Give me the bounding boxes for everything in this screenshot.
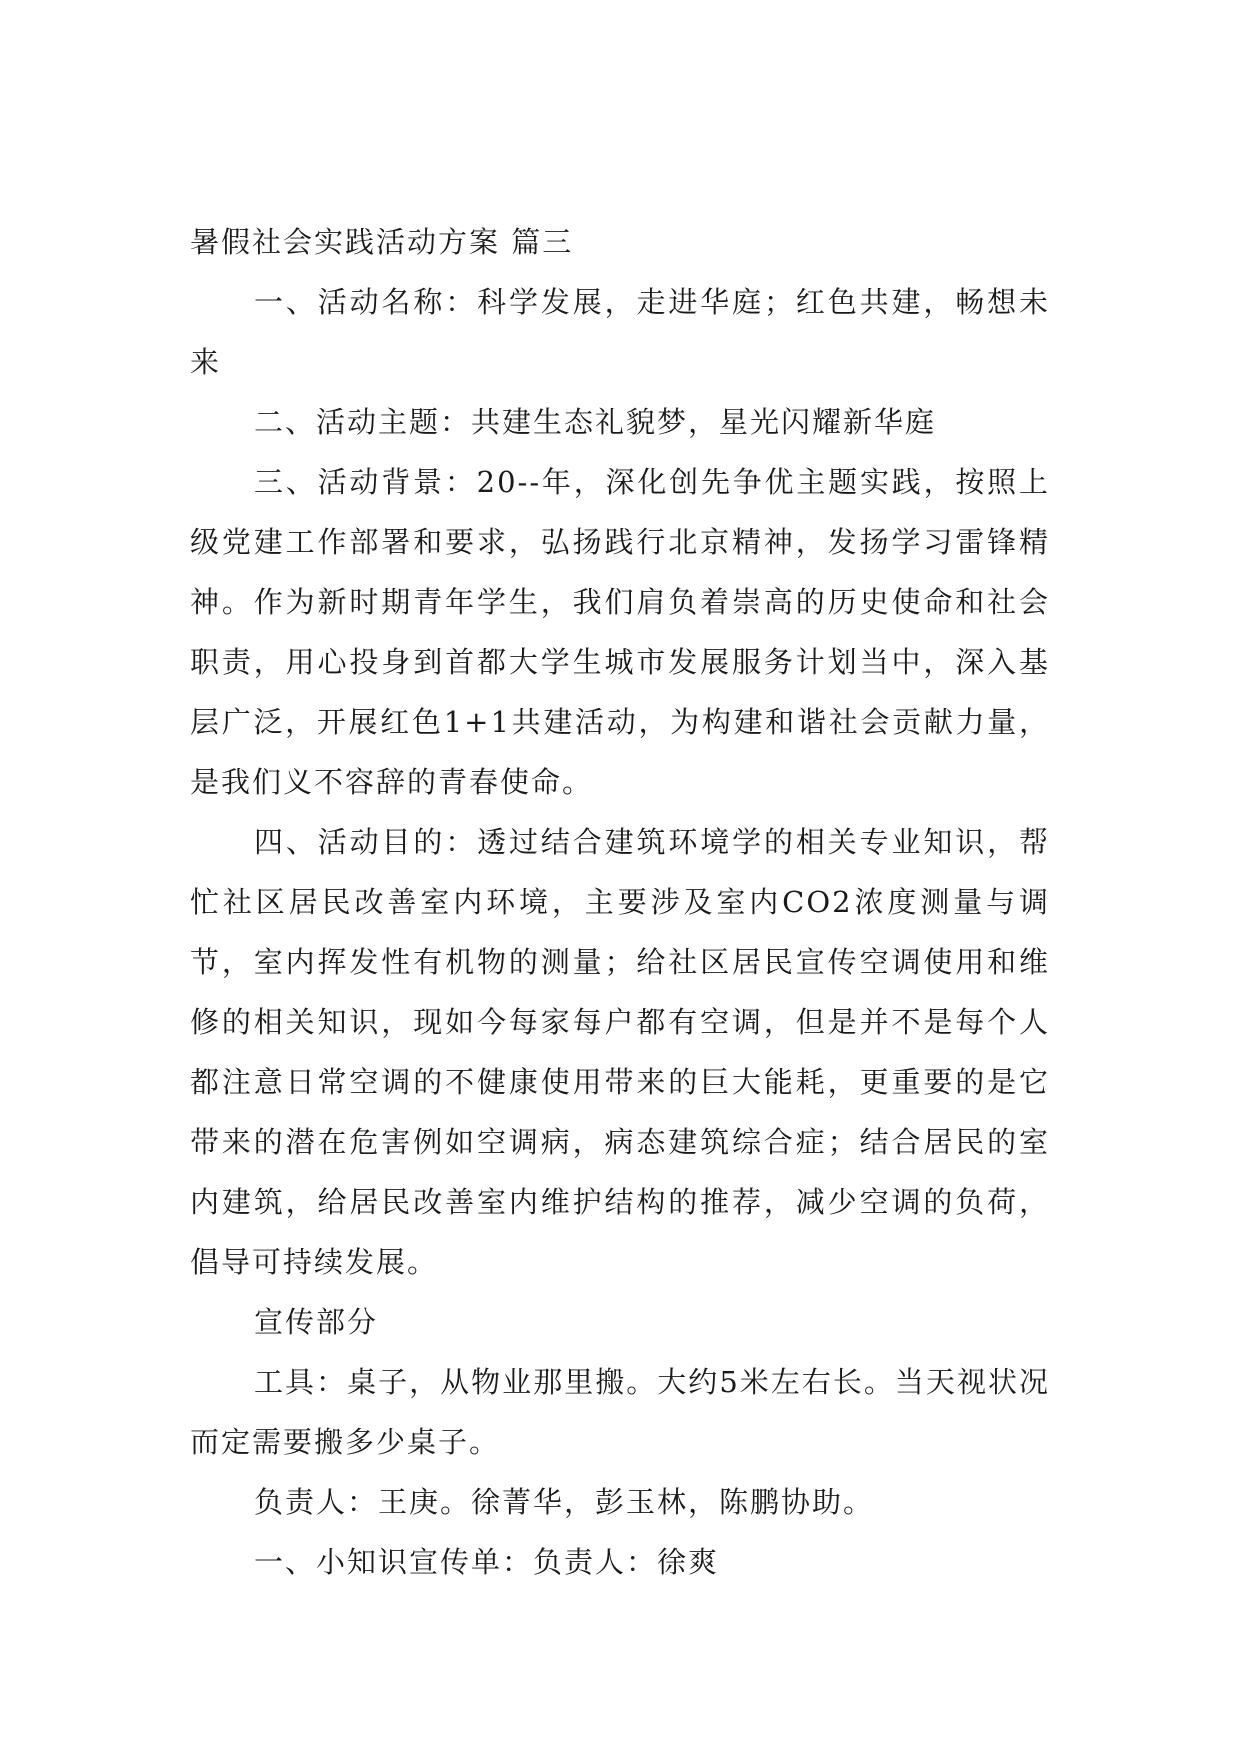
paragraph-activity-theme: 二、活动主题：共建生态礼貌梦，星光闪耀新华庭 (254, 405, 937, 439)
document-title: 暑假社会实践活动方案 篇三 (190, 225, 574, 259)
paragraph-publicity-section: 宣传部分 (254, 1305, 379, 1339)
paragraph-responsible-persons: 负责人：王庚。徐菁华，彭玉林，陈鹏协助。 (254, 1485, 875, 1519)
paragraph-leaflet: 一、小知识宣传单：负责人：徐爽 (254, 1545, 720, 1579)
paragraph-activity-background: 三、活动背景：20--年，深化创先争优主题实践，按照上级党建工作部署和要求，弘扬践行北京精神，发扬学习雷锋精神。作为新时期青年学生，我们肩负着崇高的历史使命和社会职责，用心投身到首都大学生城市发展服务计划当中，深入基层广泛，开展红色1+1共建活动，为构建和谐社会贡献力量，是我们义不容辞的青春使命。 (190, 465, 1050, 799)
paragraph-activity-name: 一、活动名称：科学发展，走进华庭；红色共建，畅想未来 (190, 285, 1050, 379)
paragraph-tools: 工具：桌子，从物业那里搬。大约5米左右长。当天视状况而定需要搬多少桌子。 (190, 1365, 1050, 1459)
document-body (190, 212, 1050, 1592)
paragraph-activity-purpose: 四、活动目的：透过结合建筑环境学的相关专业知识，帮忙社区居民改善室内环境，主要涉及室内CO2浓度测量与调节，室内挥发性有机物的测量；给社区居民宣传空调使用和维修的相关知识，现如今每家每户都有空调，但是并不是每个人都注意日常空调的不健康使用带来的巨大能耗，更重要的是它带来的潜在危害例如空调病，病态建筑综合症；结合居民的室内建筑，给居民改善室内维护结构的推荐，减少空调的负荷，倡导可持续发展。 (190, 825, 1050, 1279)
